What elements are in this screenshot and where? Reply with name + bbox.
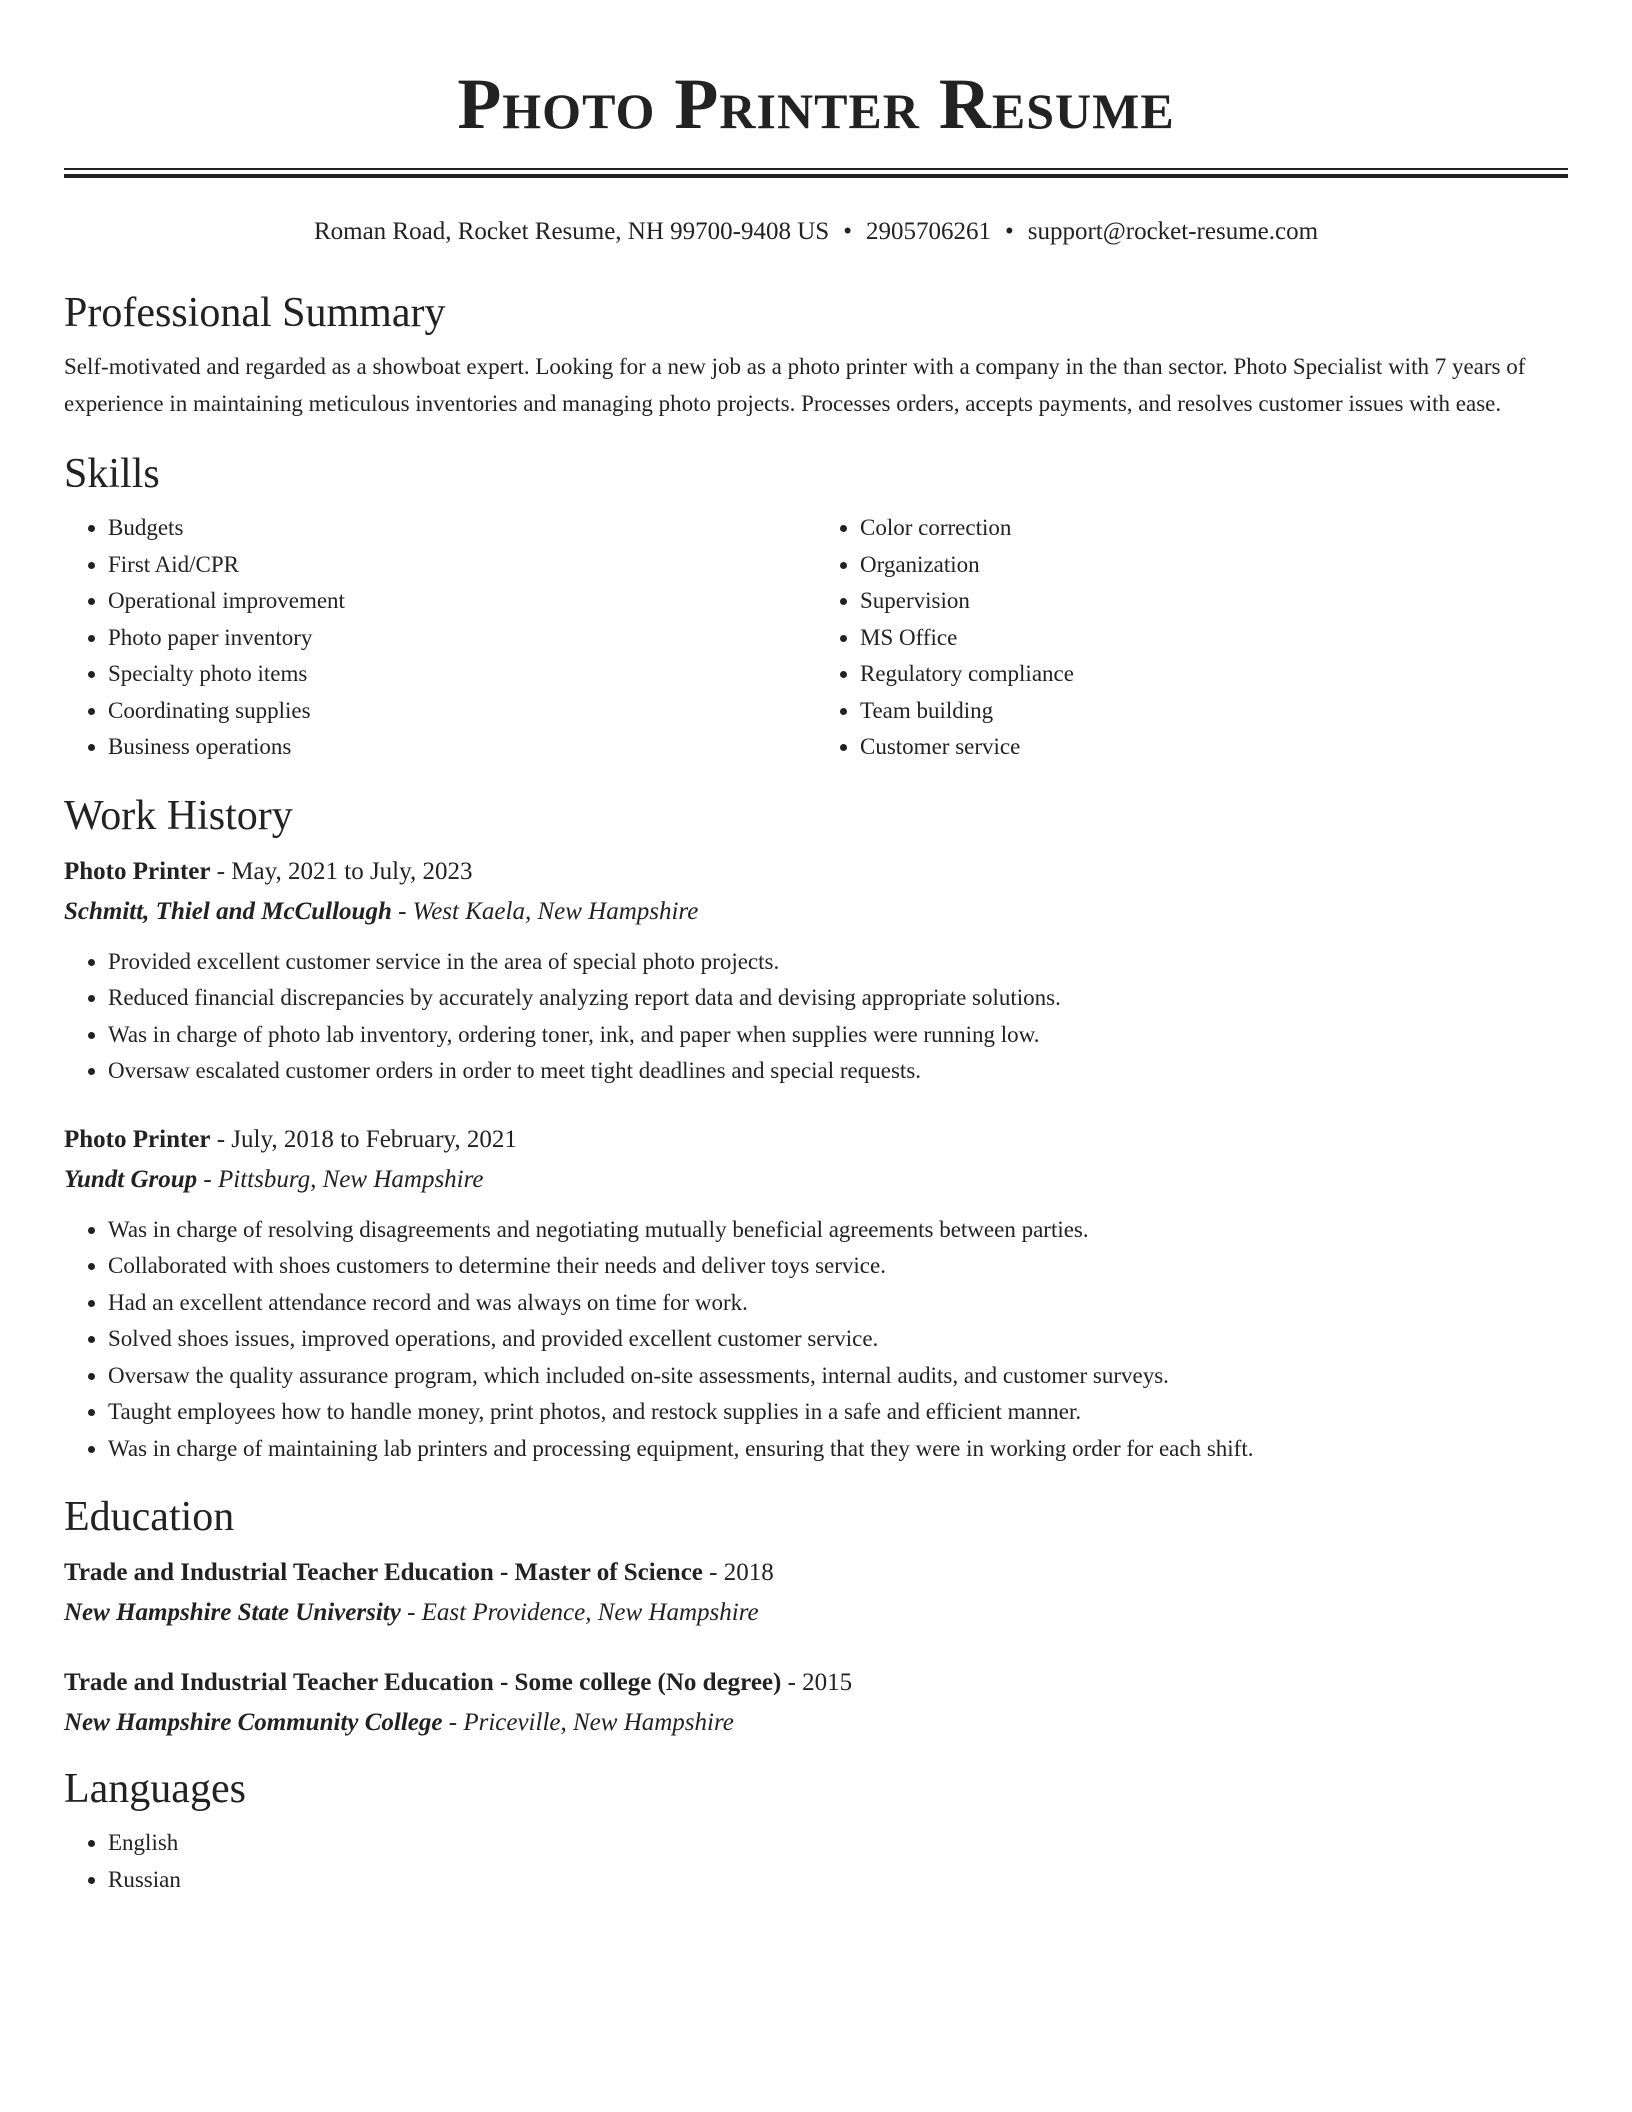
- degree-year: - 2018: [702, 1559, 774, 1586]
- contact-line: [0, 214, 1632, 250]
- degree-line: [64, 1663, 1568, 1703]
- job-bullet: • Oversaw the quality assurance program, which included on-site assessments, internal audits, and customer surveys.: [108, 1358, 1568, 1395]
- languages-list: [64, 1825, 1568, 1898]
- contact-separator: •: [843, 218, 852, 245]
- job-bullet: • Oversaw escalated customer orders in order to meet tight deadlines and special requests.: [108, 1053, 1568, 1090]
- section-heading-languages: Languages: [64, 1766, 246, 1812]
- degree-name: Trade and Industrial Teacher Education - Master of Science: [64, 1559, 703, 1586]
- contact-phone: 2905706261: [865, 218, 991, 245]
- skill-item: • Operational improvement: [108, 583, 816, 620]
- title-divider-thick: [64, 174, 1568, 178]
- resume-title: Photo Printer Resume: [457, 64, 1175, 144]
- job-entry: [64, 1120, 1568, 1468]
- employer-name: Yundt Group: [64, 1165, 198, 1193]
- job-bullet: • Was in charge of maintaining lab printers and processing equipment, ensuring that they were in working order for each shift.: [108, 1431, 1568, 1468]
- job-bullet: • Provided excellent customer service in the area of special photo projects.: [108, 944, 1568, 981]
- degree-year: - 2015: [781, 1669, 853, 1696]
- job-bullet: • Was in charge of photo lab inventory, ordering toner, ink, and paper when supplies were running low.: [108, 1017, 1568, 1054]
- job-title: Photo Printer: [64, 857, 211, 885]
- skill-item: • First Aid/CPR: [108, 547, 816, 584]
- degree-name: Trade and Industrial Teacher Education - Some college (No degree): [64, 1669, 782, 1696]
- school-name: New Hampshire State University: [64, 1599, 401, 1626]
- employer-location: - West Kaela, New Hampshire: [391, 897, 699, 925]
- job-bullets: [64, 944, 1568, 1090]
- school-line: [64, 1593, 1568, 1633]
- education-entry: [64, 1663, 1568, 1743]
- job-title: Photo Printer: [64, 1125, 211, 1153]
- skills-list-left: [64, 510, 816, 766]
- job-bullet: • Was in charge of resolving disagreements and negotiating mutually beneficial agreements between parties.: [108, 1212, 1568, 1249]
- section-heading-education: Education: [64, 1494, 235, 1540]
- section-heading-skills: Skills: [64, 451, 160, 497]
- skill-item: • Budgets: [108, 510, 816, 547]
- section-heading-summary: Professional Summary: [64, 290, 446, 336]
- skill-item: • Team building: [860, 693, 1568, 730]
- language-item: • Russian: [108, 1862, 1568, 1899]
- employer-line: [64, 1160, 1568, 1200]
- contact-separator: •: [1004, 218, 1014, 245]
- skills-columns: [64, 510, 1568, 766]
- job-bullet: • Solved shoes issues, improved operations, and provided excellent customer service.: [108, 1321, 1568, 1358]
- work-history-section: [64, 788, 1568, 1468]
- job-dates: - May, 2021 to July, 2023: [210, 857, 473, 885]
- job-bullet: • Reduced financial discrepancies by accurately analyzing report data and devising appropriate solutions.: [108, 980, 1568, 1017]
- skill-item: • Coordinating supplies: [108, 693, 816, 730]
- skill-item: • Customer service: [860, 729, 1568, 766]
- skill-item: • Color correction: [860, 510, 1568, 547]
- school-name: New Hampshire Community College: [64, 1709, 443, 1736]
- job-title-line: [64, 852, 1568, 892]
- contact-address: Roman Road, Rocket Resume, NH 99700-9408 US: [313, 218, 830, 245]
- skill-item: • Supervision: [860, 583, 1568, 620]
- job-bullets: [64, 1212, 1568, 1468]
- skill-item: • Organization: [860, 547, 1568, 584]
- job-bullet: • Taught employees how to handle money, print photos, and restock supplies in a safe and efficient manner.: [108, 1394, 1568, 1431]
- skill-item: • Regulatory compliance: [860, 656, 1568, 693]
- resume-content: [64, 285, 1568, 1898]
- skill-item: • Photo paper inventory: [108, 620, 816, 657]
- job-bullet: • Collaborated with shoes customers to determine their needs and deliver toys service.: [108, 1248, 1568, 1285]
- languages-section: [64, 1761, 1568, 1898]
- employer-line: [64, 892, 1568, 932]
- summary-section: [64, 285, 1568, 422]
- education-section: [64, 1489, 1568, 1743]
- skills-section: [64, 446, 1568, 766]
- school-line: [64, 1703, 1568, 1743]
- skill-item: • Specialty photo items: [108, 656, 816, 693]
- education-entry: [64, 1553, 1568, 1633]
- skill-item: • MS Office: [860, 620, 1568, 657]
- job-title-line: [64, 1120, 1568, 1160]
- school-location: - Priceville, New Hampshire: [442, 1709, 734, 1736]
- job-entry: [64, 852, 1568, 1090]
- skills-list-right: [816, 510, 1568, 766]
- job-bullet: • Had an excellent attendance record and was always on time for work.: [108, 1285, 1568, 1322]
- summary-text: Self-motivated and regarded as a showboat expert. Looking for a new job as a photo printer with a company in the than sector. Photo Specialist with 7 years of experience in maintaining meticulous inventories and managing photo projects. Processes orders, accepts payments, and resolves customer issues with ease.: [64, 354, 1526, 416]
- degree-line: [64, 1553, 1568, 1593]
- language-item: • English: [108, 1825, 1568, 1862]
- employer-name: Schmitt, Thiel and McCullough: [64, 897, 392, 925]
- school-location: - East Providence, New Hampshire: [400, 1599, 759, 1626]
- title-divider-thin: [64, 168, 1568, 170]
- contact-email: support@rocket-resume.com: [1027, 218, 1319, 245]
- skill-item: • Business operations: [108, 729, 816, 766]
- job-dates: - July, 2018 to February, 2021: [210, 1125, 517, 1153]
- section-heading-work-history: Work History: [64, 792, 293, 839]
- employer-location: - Pittsburg, New Hampshire: [197, 1165, 484, 1193]
